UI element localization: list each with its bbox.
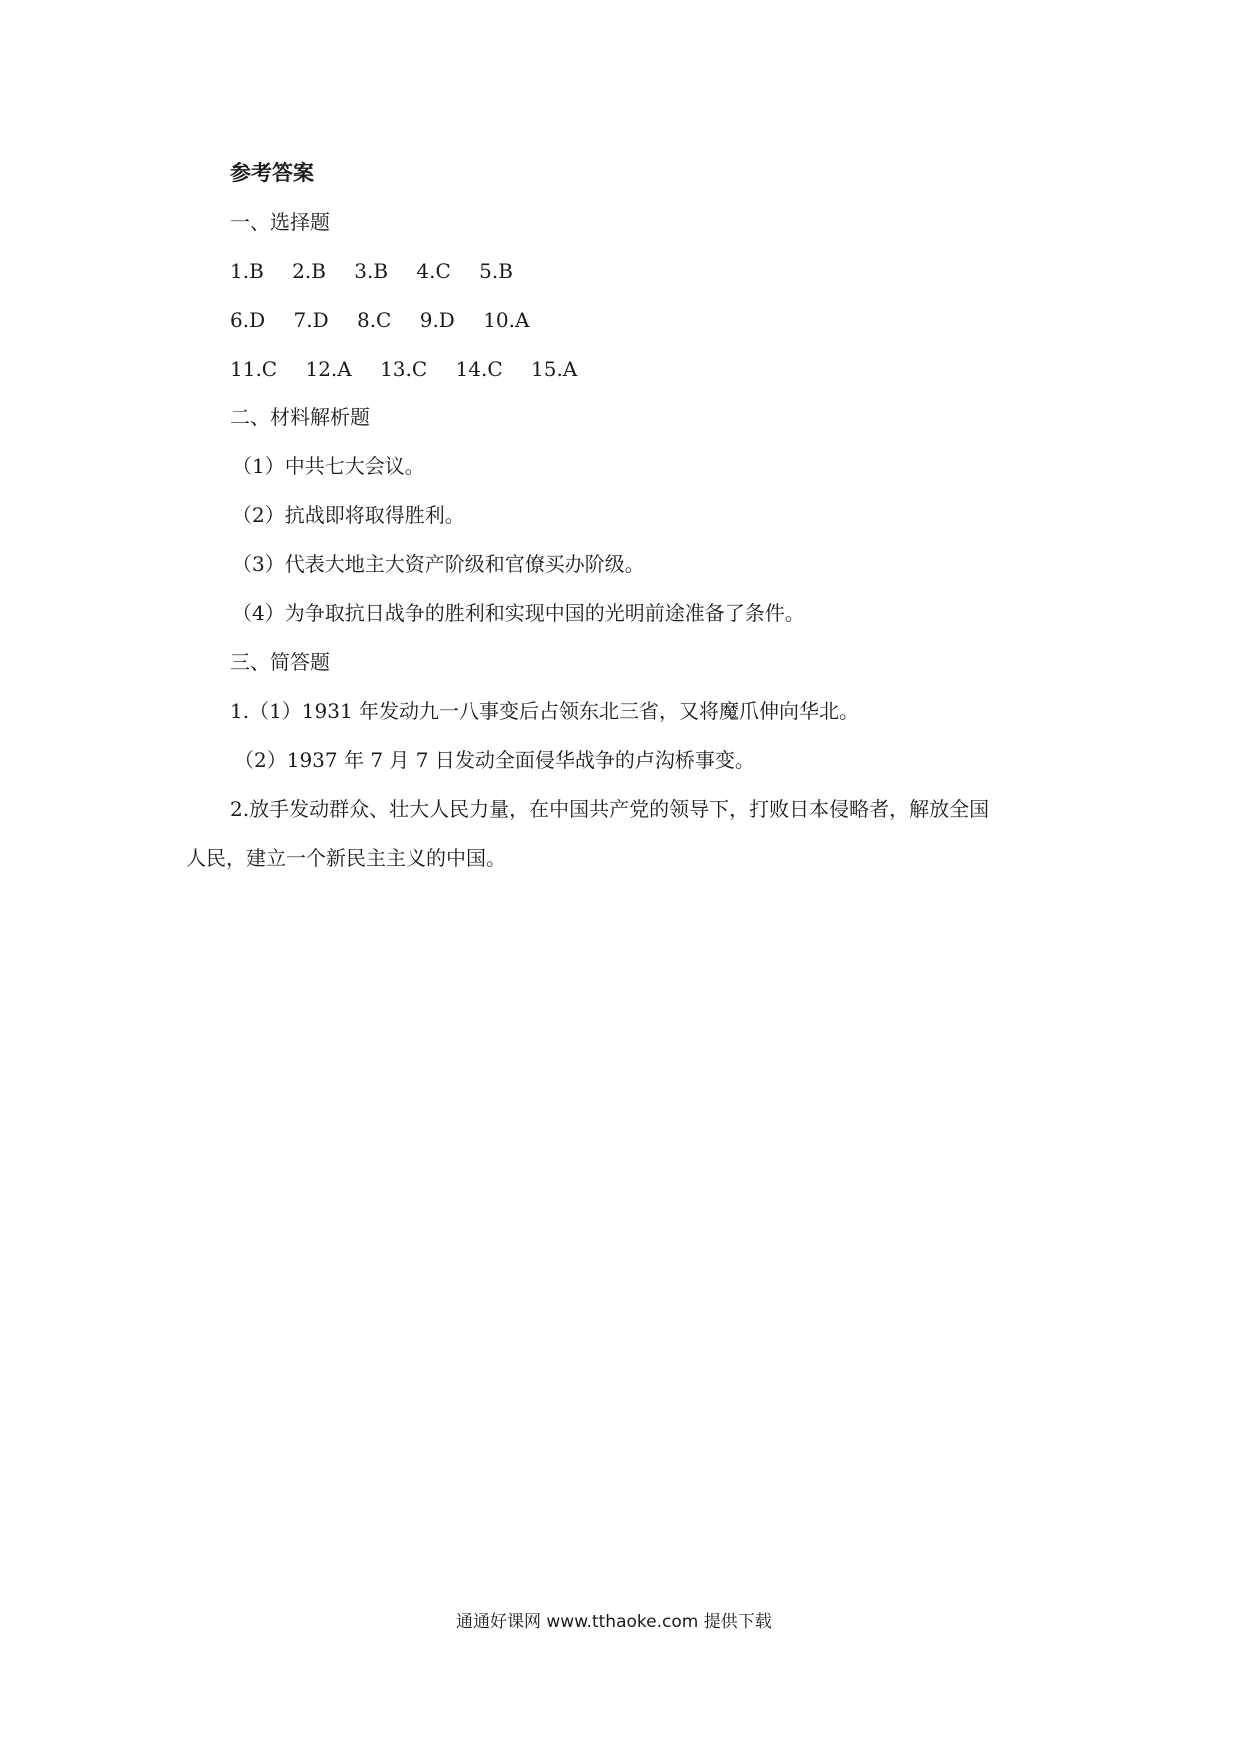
answer-12: 12.A <box>305 357 352 381</box>
page-title: 参考答案 <box>230 161 314 185</box>
answer-11: 11.C <box>230 357 278 381</box>
answer-13: 13.C <box>380 357 428 381</box>
answer-5: 5.B <box>479 259 513 283</box>
answer-3: 3.B <box>354 259 389 283</box>
short-answer-2-line-2: 人民，建立一个新民主主义的中国。 <box>186 846 506 870</box>
material-answer-4: （4）为争取抗日战争的胜利和实现中国的光明前途准备了条件。 <box>232 601 805 625</box>
section-heading-choice: 一、选择题 <box>230 210 330 234</box>
answer-1: 1.B <box>230 259 264 283</box>
answer-6: 6.D <box>230 308 266 332</box>
answer-8: 8.C <box>356 308 392 332</box>
answer-7: 7.D <box>293 308 329 332</box>
answer-15: 15.A <box>531 357 578 381</box>
answer-10: 10.A <box>483 308 530 332</box>
answer-row-1 <box>230 258 535 284</box>
section-heading-material: 二、材料解析题 <box>230 405 370 429</box>
answer-row-2 <box>230 307 551 333</box>
answer-14: 14.C <box>455 357 503 381</box>
answer-9: 9.D <box>419 308 455 332</box>
short-answer-1-part-2: （2）1937 年 7 月 7 日发动全面侵华战争的卢沟桥事变。 <box>234 748 755 772</box>
material-answer-3: （3）代表大地主大资产阶级和官僚买办阶级。 <box>232 552 645 576</box>
answer-row-3 <box>230 356 599 382</box>
short-answer-2-line-1: 2.放手发动群众、壮大人民力量，在中国共产党的领导下，打败日本侵略者，解放全国 <box>230 797 990 821</box>
material-answer-1: （1）中共七大会议。 <box>232 454 425 478</box>
short-answer-1-part-1: 1.（1）1931 年发动九一八事变后占领东北三省，又将魔爪伸向华北。 <box>230 699 860 723</box>
footer-source: 通通好课网 www.tthaoke.com 提供下载 <box>456 1612 772 1632</box>
section-heading-short: 三、简答题 <box>230 650 330 674</box>
answer-4: 4.C <box>416 259 451 283</box>
answer-2: 2.B <box>292 259 326 283</box>
material-answer-2: （2）抗战即将取得胜利。 <box>232 503 465 527</box>
